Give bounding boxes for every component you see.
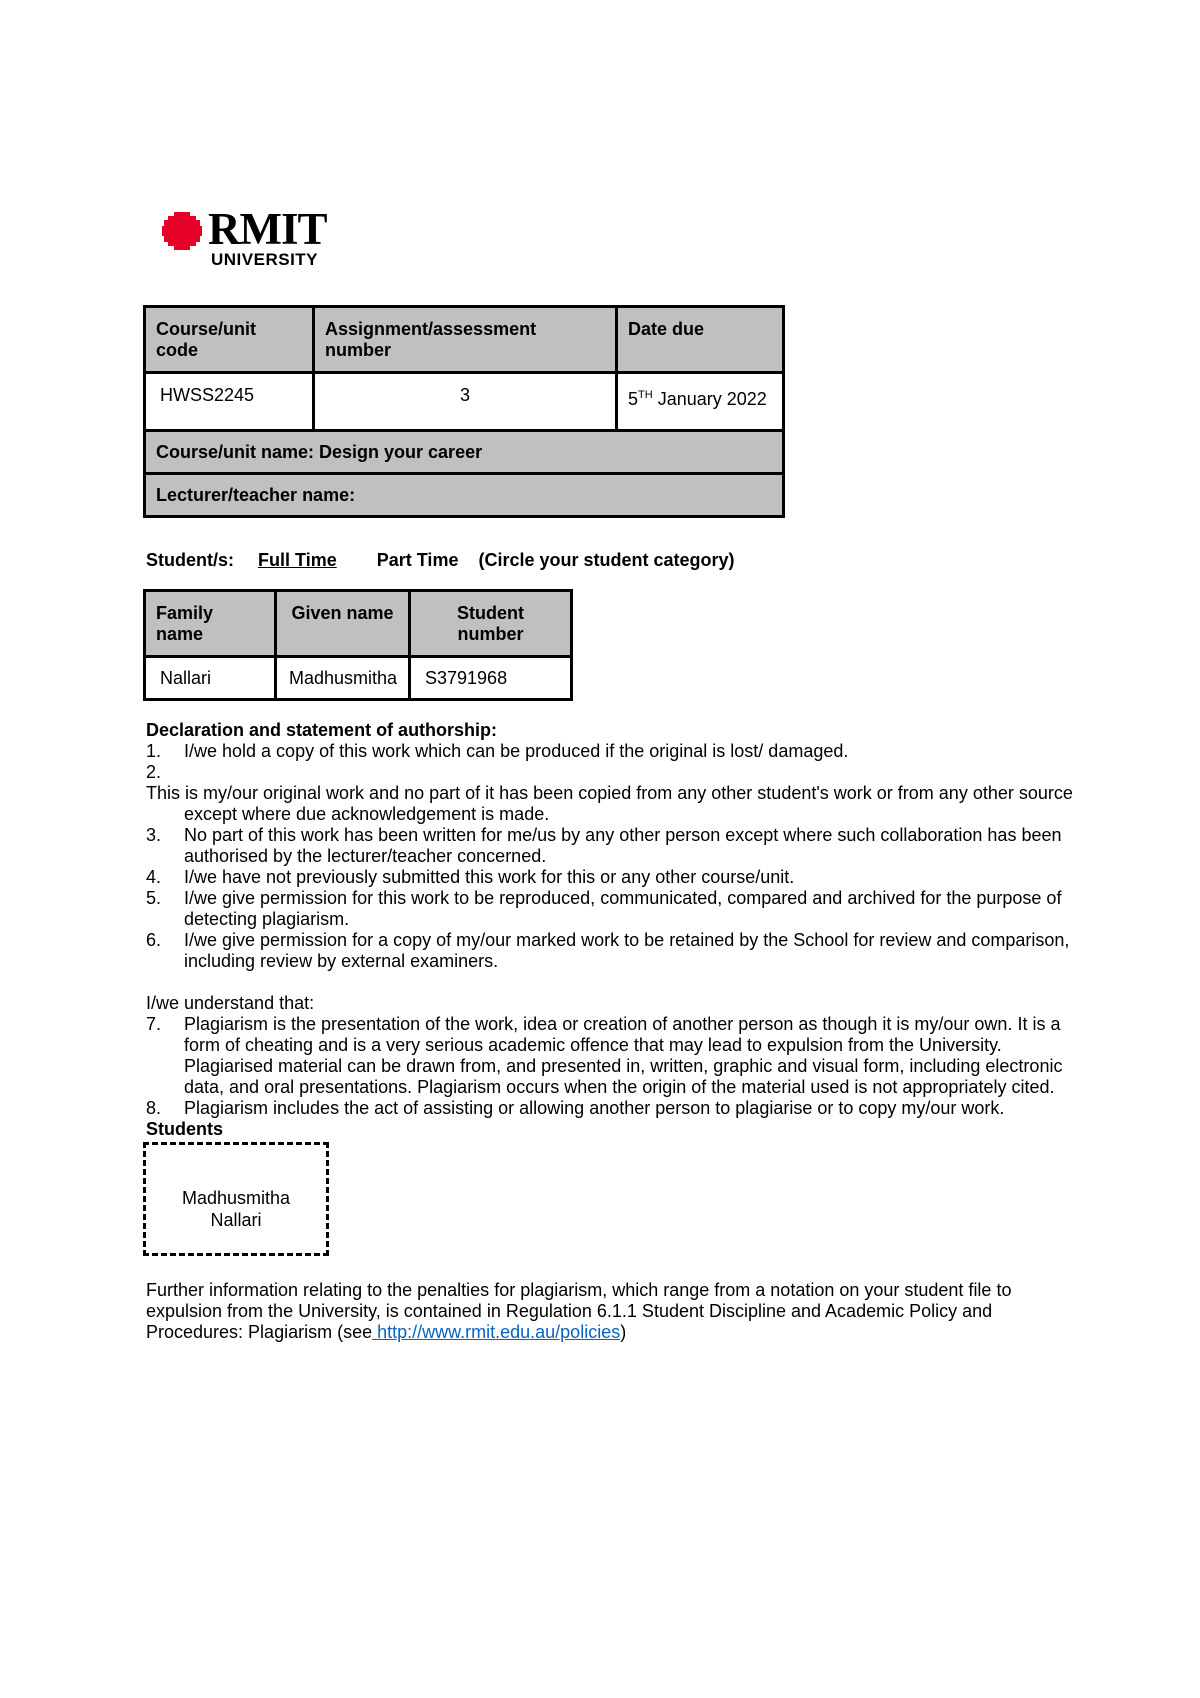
- table-row: [145, 657, 572, 700]
- student-signature: Madhusmitha Nallari: [181, 1188, 291, 1230]
- full-time-option[interactable]: Full Time: [258, 550, 337, 570]
- further-information: Further information relating to the penalties for plagiarism, which range from a notation on your student file to expulsion from the University, is contained in Regulation 6.1.1 Student Discipline and Academic Policy and Procedures: Plagiarism (see http://www.rmit.edu.au/policies): [146, 1280, 1012, 1342]
- list-item: 6. I/we give permission for a copy of my/our marked work to be retained by the School for review and comparison, including review by external examiners.: [146, 930, 1070, 971]
- logo-wordmark: RMIT: [208, 204, 327, 254]
- header-course-code: Course/unit code: [145, 307, 314, 373]
- understanding-intro: I/we understand that:: [146, 993, 315, 1013]
- declaration-section: [146, 720, 1086, 1140]
- header-assessment-number: Assignment/assessment number: [314, 307, 617, 373]
- student-details-table: [143, 589, 573, 701]
- header-student-number: Student number: [410, 591, 572, 657]
- students-heading: Students: [146, 1119, 224, 1139]
- course-code-value: HWSS2245: [145, 373, 314, 431]
- header-date-due: Date due: [617, 307, 784, 373]
- cover-sheet-table: [143, 305, 785, 518]
- given-name-value: Madhusmitha: [276, 657, 410, 700]
- rmit-logo: [160, 206, 340, 276]
- list-item: 8. Plagiarism includes the act of assisting or allowing another person to plagiarise or to copy my/our work.: [146, 1098, 1005, 1118]
- logo-subtitle: UNIVERSITY: [211, 250, 319, 269]
- header-family-name: Family name: [145, 591, 276, 657]
- student-number-value: S3791968: [410, 657, 572, 700]
- student-category-label: Student/s:: [146, 550, 234, 570]
- course-name-row: Course/unit name: Design your career: [145, 431, 784, 474]
- part-time-option[interactable]: Part Time: [376, 550, 459, 570]
- list-item: This is my/our original work and no part of it has been copied from any other student's work or from any other source except where due acknowledgement is made.: [146, 783, 1073, 824]
- lecturer-name-row: Lecturer/teacher name:: [145, 474, 784, 517]
- assessment-number-value: 3: [314, 373, 617, 431]
- list-item: 2.: [146, 762, 162, 782]
- list-item: 7. Plagiarism is the presentation of the work, idea or creation of another person as though it is my/our own. It is a form of cheating and is a very serious academic offence that may lead to expulsion from the University. Plagiarised material can be drawn from, and presented in, written, graphic and visual form, including electronic data, and oral presentations. Plagiarism occurs when the origin of the material used is not appropriately cited.: [146, 1014, 1063, 1097]
- list-item: 3. No part of this work has been written for me/us by any other person except where such collaboration has been authorised by the lecturer/teacher concerned.: [146, 825, 1062, 866]
- declaration-heading: Declaration and statement of authorship:: [146, 720, 498, 740]
- date-due-value: 5TH January 2022: [617, 373, 784, 431]
- student-category-instruction: (Circle your student category): [478, 550, 735, 570]
- family-name-value: Nallari: [145, 657, 276, 700]
- header-given-name: Given name: [276, 591, 410, 657]
- rmit-pixel-mark-icon: [160, 210, 204, 252]
- policies-link[interactable]: http://www.rmit.edu.au/policies: [372, 1322, 621, 1342]
- list-item: 5. I/we give permission for this work to be reproduced, communicated, compared and archived for the purpose of detecting plagiarism.: [146, 888, 1062, 929]
- student-category-line: [146, 550, 735, 571]
- list-item: 1. I/we hold a copy of this work which can be produced if the original is lost/ damaged.: [146, 741, 849, 761]
- student-signature-box[interactable]: [143, 1142, 329, 1256]
- list-item: 4. I/we have not previously submitted this work for this or any other course/unit.: [146, 867, 795, 887]
